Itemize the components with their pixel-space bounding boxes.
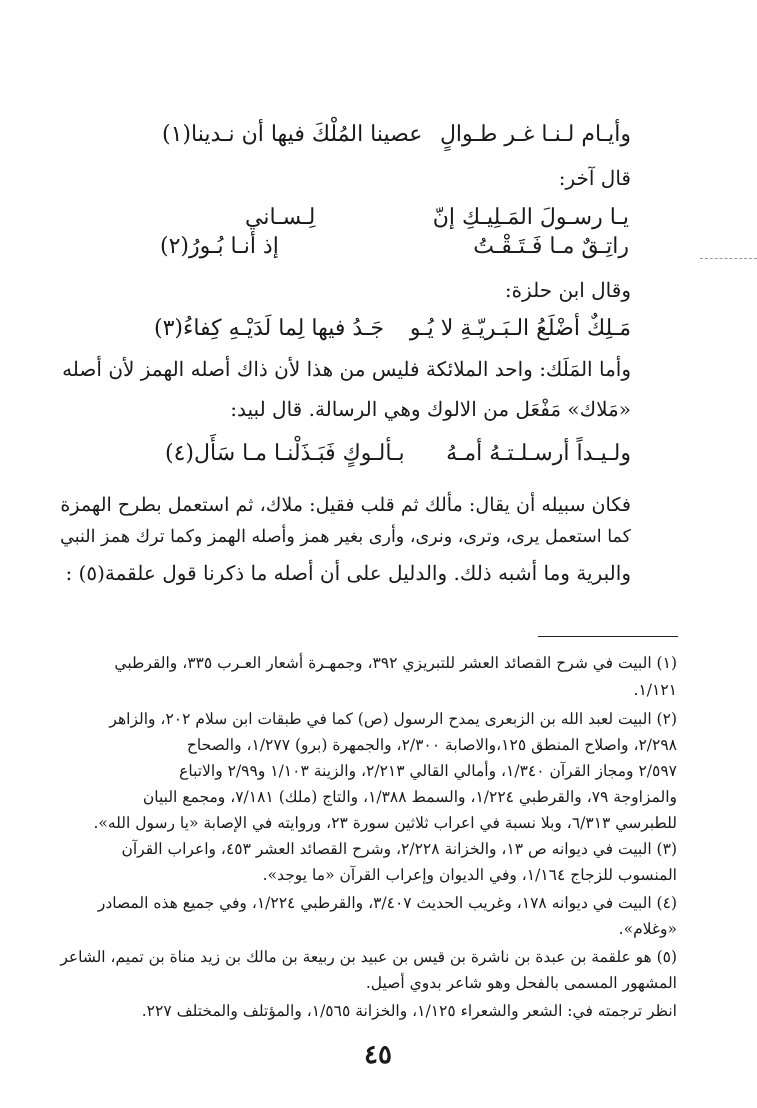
verse-3-intro: وقال ابن حلزة: xyxy=(504,278,631,302)
footnote-2-line-4: والمزاوجة ٧٩، والقرطبي ١/٢٢٤، والسمط ١/٣٨٨، والتاج (ملك) ٧/١٨١، ومجمع البيان xyxy=(142,788,677,806)
verse-2-line-1-right: يـا رسـولَ المَـلِيـكِ إنّ xyxy=(432,205,629,230)
footnote-1-line-2: ١/١٢١. xyxy=(633,681,677,699)
verse-1-right-hemistich: وأيـام لـنـا غـر طـوالٍ xyxy=(439,122,631,147)
verse-3-right-hemistich: مَـلِكٌ أضْلَعُ الـبَـريّـةِ لا يُـو xyxy=(409,316,631,341)
verse-2-intro: قال آخر: xyxy=(558,166,631,190)
footnote-3-line-1: (٣) البيت في ديوانه ص ١٣، والخزانة ٢/٢٢٨، وشرح القصائد العشر ٤٥٣، واعراب القرآن xyxy=(121,840,677,858)
prose-2-line-2: كما استعمل يرى، وترى، ونرى، وأرى بغير همز وأصله الهمز وكما ترك همز النبي xyxy=(60,527,631,547)
footnote-5-line-3: انظر ترجمته في: الشعر والشعراء ١/١٢٥، والخزانة ١/٥٦٥، والمؤتلف والمختلف ٢٢٧. xyxy=(141,1002,677,1020)
footnote-3-line-2: المنسوب للزجاج ١/١٦٤، وفي الديوان وإعراب القرآن «ما يوجد». xyxy=(262,866,677,884)
verse-2-line-1-left: لِـسـاني xyxy=(245,205,316,230)
verse-3-left-hemistich: جَـدُ فيها لِما لَدَيْـهِ كِفاءُ(٣) xyxy=(154,316,384,341)
footnote-2-line-2: ٢/٢٩٨، واصلاح المنطق ١٢٥،والاصابة ٢/٣٠٠، والجمهرة (برو) ١/٢٧٧، والصحاح xyxy=(186,736,677,754)
footnote-5-line-2: المشهور المسمى بالفحل وهو شاعر بدوي أصيل. xyxy=(365,974,677,992)
verse-1-left-hemistich: عصينا المُلْكَ فيها أن نـدينا(١) xyxy=(162,122,423,147)
prose-2-line-1: فكان سبيله أن يقال: مألك ثم قلب فقيل: ملاك، ثم استعمل بطرح الهمزة xyxy=(60,493,631,516)
verse-2-line-2-right: راتِـقٌ مـا فَـتَـقْـتُ xyxy=(473,234,629,259)
footnote-1-line-1: (١) البيت في شرح القصائد العشر للتبريزي ٣٩٢، وجمهـرة أشعار العـرب ٣٣٥، والقرطبي xyxy=(114,654,677,672)
verse-2-line-2-left: إذ أنـا بُـورُ(٢) xyxy=(160,234,279,259)
footnote-separator xyxy=(538,636,678,637)
verse-4-right-hemistich: ولـيـداً أرسـلـتـهُ أمـهُ xyxy=(446,441,631,466)
footnote-4-line-2: «وغلام». xyxy=(618,920,677,938)
page-number: ٤٥ xyxy=(364,1040,392,1070)
prose-2-line-3: والبرية وما أشبه ذلك. والدليل على أن أصله ما ذكرنا قول علقمة(٥) : xyxy=(65,561,631,585)
margin-mark xyxy=(700,258,757,259)
verse-4-left-hemistich: بـألـوكٍ فَبَـذَلْنـا مـا سَأَل(٤) xyxy=(165,441,405,466)
footnote-2-line-5: للطبرسي ٦/٣١٣، وبلا نسبة في اعراب ثلاثين سورة ٢٣، وروايته في الإصابة «يا رسول الله». xyxy=(93,814,677,832)
prose-1-line-2: «مَلاك» مَفْعَل من الالوك وهي الرسالة. قال لبيد: xyxy=(230,397,631,421)
footnote-2-line-3: ٢/٥٩٧ ومجاز القرآن ١/٣٤٠، وأمالي القالي ٢/٢١٣، والزينة ١/١٠٣ و٢/٩٩ والاتباع xyxy=(179,762,677,780)
footnote-4-line-1: (٤) البيت في ديوانه ١٧٨، وغريب الحديث ٣/٤٠٧، والقرطبي ١/٢٢٤، وفي جميع هذه المصادر xyxy=(97,894,677,912)
prose-1-line-1: وأما المَلَك: واحد الملائكة فليس من هذا لأن ذاك أصله الهمز لأن أصله xyxy=(62,357,631,381)
footnote-5-line-1: (٥) هو علقمة بن عبدة بن ناشرة بن قيس بن عبيد بن ربيعة بن مالك بن زيد مناة بن تميم، الشاعر xyxy=(60,948,677,966)
footnote-2-line-1: (٢) البيت لعبد الله بن الزبعرى يمدح الرسول (ص) كما في طبقات ابن سلام ٢٠٢، والزاهر xyxy=(109,710,677,728)
